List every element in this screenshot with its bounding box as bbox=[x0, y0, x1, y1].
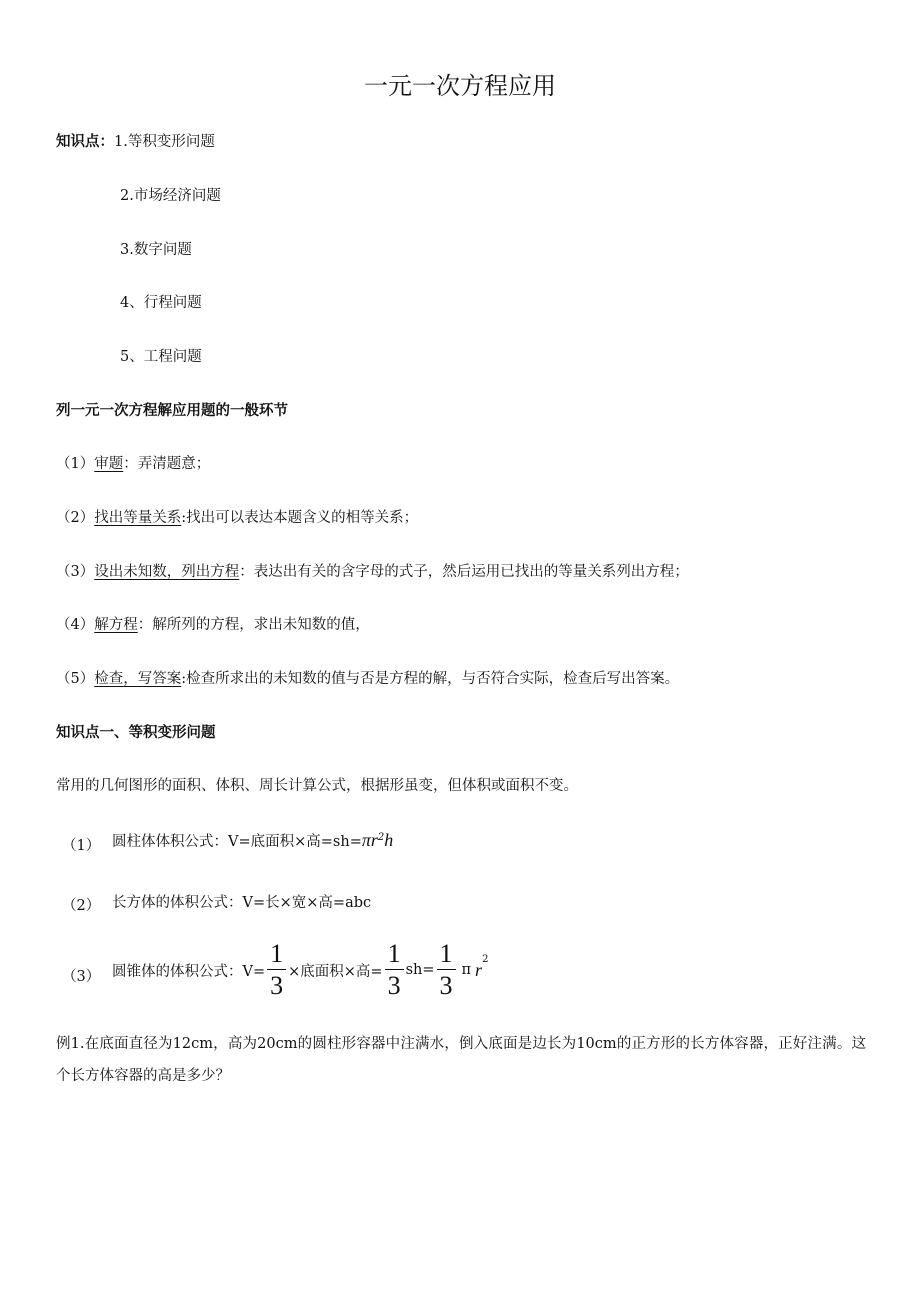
step-row bbox=[56, 613, 370, 634]
example-1: 例1.在底面直径为12cm，高为20cm的圆柱形容器中注满水，倒入底面是边长为10cm的正方形的长方体容器，正好注满。这个长方体容器的高是多少？ bbox=[56, 1036, 866, 1084]
step-separator: ： bbox=[137, 617, 153, 633]
step-text: 表达出有关的含字母的式子，然后运用已找出的等量关系列出方程； bbox=[253, 564, 689, 580]
knowledge-item: 1.等积变形问题 bbox=[114, 134, 215, 150]
step-keyword: 检查，写答案 bbox=[94, 671, 182, 687]
step-row bbox=[56, 452, 210, 473]
step-text: 找出可以表达本题含义的相等关系； bbox=[186, 510, 419, 526]
step-number: （1） bbox=[56, 456, 95, 472]
step-row bbox=[56, 506, 418, 527]
step-keyword: 审题 bbox=[94, 456, 124, 472]
step-row bbox=[56, 560, 689, 581]
knowledge-line-1 bbox=[56, 130, 215, 151]
step-row bbox=[56, 667, 679, 688]
step-separator: ： bbox=[123, 456, 138, 472]
formula-3 bbox=[112, 940, 488, 1000]
step-separator: : bbox=[181, 510, 187, 526]
step-separator: : bbox=[181, 671, 187, 687]
formula-text: sh= bbox=[405, 962, 435, 978]
step-text: 弄清题意； bbox=[137, 456, 211, 472]
step-number: （3） bbox=[56, 564, 95, 580]
section1-heading: 知识点一、等积变形问题 bbox=[56, 724, 216, 741]
formula-1-number: （1） bbox=[62, 838, 101, 854]
formula-text: ×底面积×高= bbox=[288, 963, 383, 980]
formula-3-number: （3） bbox=[62, 969, 101, 985]
knowledge-item: 4、行程问题 bbox=[120, 295, 202, 311]
formula-var-r: r bbox=[370, 830, 378, 850]
step-number: （2） bbox=[56, 510, 95, 526]
fraction-one-third bbox=[437, 941, 456, 999]
formula-2-number: （2） bbox=[62, 898, 101, 914]
fraction-denominator: 3 bbox=[387, 971, 401, 1000]
pi-symbol: π bbox=[461, 962, 472, 978]
formula-var-r: r bbox=[475, 959, 483, 980]
formula-exponent: 2 bbox=[377, 832, 385, 844]
fraction-one-third bbox=[385, 941, 404, 999]
formula-2: 长方体的体积公式：V=长×宽×高=abc bbox=[112, 895, 372, 911]
steps-heading: 列一元一次方程解应用题的一般环节 bbox=[56, 402, 288, 419]
formula-text: 圆柱体体积公式：V=底面积×高=sh= bbox=[112, 834, 362, 850]
step-keyword: 解方程 bbox=[94, 617, 138, 633]
step-keyword: 设出未知数，列出方程 bbox=[94, 564, 240, 580]
fraction-denominator: 3 bbox=[439, 971, 453, 1000]
fraction-one-third bbox=[267, 941, 286, 999]
step-keyword: 找出等量关系 bbox=[94, 510, 182, 526]
knowledge-item: 5、工程问题 bbox=[120, 349, 202, 365]
fraction-numerator: 1 bbox=[437, 941, 456, 970]
section1-intro: 常用的几何图形的面积、体积、周长计算公式，根据形虽变，但体积或面积不变。 bbox=[56, 778, 578, 794]
step-text: 检查所求出的未知数的值与否是方程的解，与否符合实际，检查后写出答案。 bbox=[186, 671, 680, 687]
fraction-denominator: 3 bbox=[270, 971, 284, 1000]
knowledge-label: 知识点： bbox=[56, 133, 114, 150]
formula-exponent: 2 bbox=[482, 954, 489, 965]
formula-var-h: h bbox=[384, 830, 394, 850]
step-text: 解所列的方程，求出未知数的值， bbox=[152, 617, 370, 633]
page-title: 一元一次方程应用 bbox=[364, 72, 556, 100]
step-separator: ： bbox=[239, 564, 254, 580]
formula-text: 圆锥体的体积公式：V= bbox=[112, 963, 266, 980]
fraction-numerator: 1 bbox=[385, 941, 404, 970]
step-number: （4） bbox=[56, 617, 95, 633]
pi-symbol: π bbox=[361, 830, 371, 850]
step-number: （5） bbox=[56, 671, 95, 687]
knowledge-item: 3.数字问题 bbox=[120, 242, 192, 258]
fraction-numerator: 1 bbox=[267, 941, 286, 970]
formula-1 bbox=[112, 830, 393, 851]
knowledge-item: 2.市场经济问题 bbox=[120, 188, 221, 204]
